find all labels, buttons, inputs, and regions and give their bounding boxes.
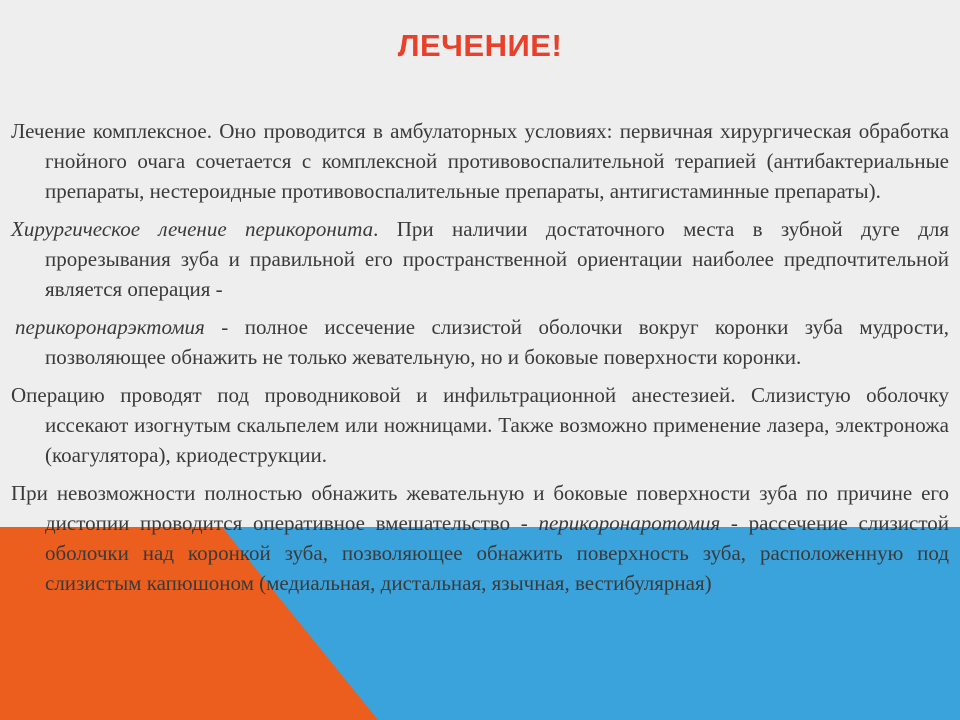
paragraph-5	[11, 478, 949, 598]
paragraph-2-text: . При наличии достаточного места в зубной дуге для прорезывания зуба и правильной его пространственной ориентации наиболее предпочтительной является операция -	[45, 217, 950, 301]
paragraph-1	[11, 116, 949, 206]
paragraph-1-text: Лечение комплексное. Оно проводится в амбулаторных условиях: первичная хирургическая обработка гнойного очага сочетается с комплексной противовоспалительной терапией (антибактериальные препараты, нестероидные противовоспалительные препараты, антигистаминные препараты).	[11, 119, 949, 203]
paragraph-3-italic: перикоронарэктомия	[15, 315, 205, 339]
paragraph-3	[11, 312, 949, 372]
paragraph-5-text2: - рассечение слизистой оболочки над коронкой зуба, позволяющее обнажить поверхность зуба, расположенную под слизистым капюшоном (медиальная, дистальная, язычная, вестибулярная)	[45, 511, 950, 595]
paragraph-2-italic: Хирургическое лечение перикоронита	[11, 217, 374, 241]
paragraph-4-text: Операцию проводят под проводниковой и инфильтрационной анестезией. Слизистую оболочку иссекают изогнутым скальпелем или ножницами. Также возможно применение лазера, электроножа (коагулятора), криодеструкции.	[11, 383, 949, 467]
slide-body	[11, 116, 949, 604]
paragraph-3-text: - полное иссечение слизистой оболочки вокруг коронки зуба мудрости, позволяющее обнажить не только жевательную, но и боковые поверхности коронки.	[45, 315, 949, 369]
paragraph-5-italic: перикоронаротомия	[538, 511, 721, 535]
paragraph-4	[11, 380, 949, 470]
paragraph-5-text: При невозможности полностью обнажить жевательную и боковые поверхности зуба по причине его дистопии проводится оперативное вмешательство -	[11, 481, 949, 535]
slide-title: ЛЕЧЕНИЕ!	[397, 28, 563, 63]
paragraph-2	[11, 214, 949, 304]
